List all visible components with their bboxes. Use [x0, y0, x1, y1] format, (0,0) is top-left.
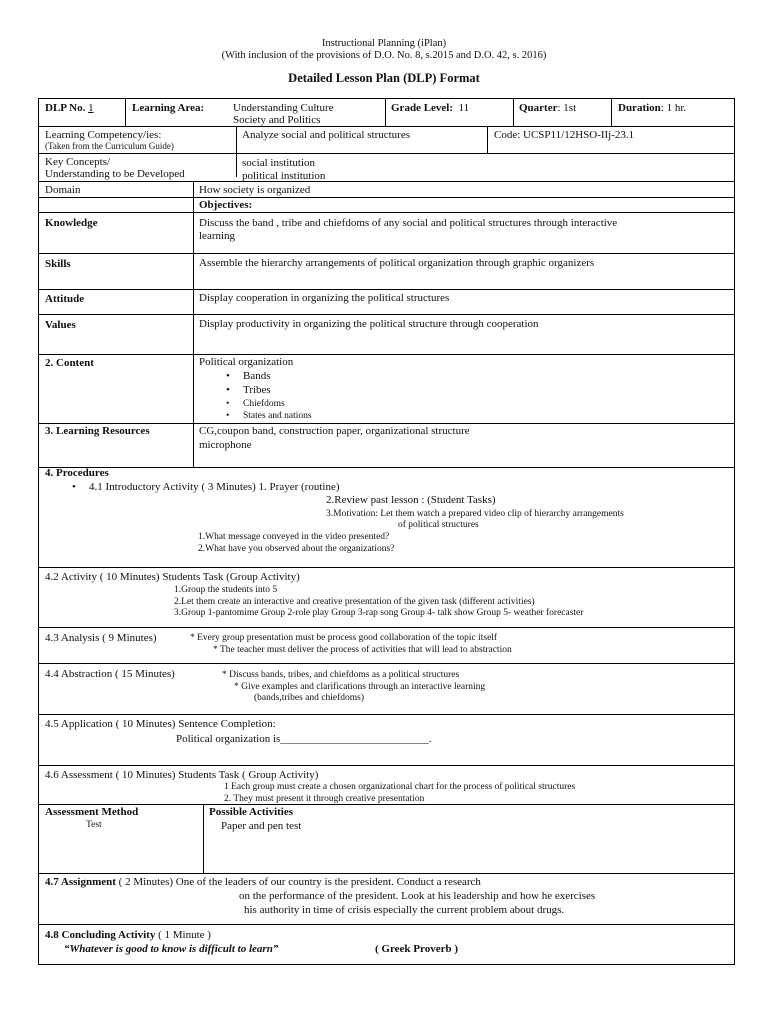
- application-line-1: Political organization is___________________________.: [176, 733, 432, 745]
- competency-value: Analyze social and political structures: [242, 129, 410, 141]
- resources-value-1: CG,coupon band, construction paper, organizational structure: [199, 425, 470, 437]
- abstraction-title: 4.4 Abstraction ( 15 Minutes): [45, 668, 175, 680]
- domain-value: How society is organized: [199, 184, 311, 196]
- skills-label: Skills: [45, 258, 71, 270]
- assignment-line-1: 4.7 Assignment ( 2 Minutes) One of the leaders of our country is the president. Conduct a research: [45, 876, 481, 888]
- domain-label: Domain: [45, 184, 81, 196]
- procedures-label: 4. Procedures: [45, 467, 109, 479]
- possible-activities-label: Possible Activities: [209, 806, 294, 818]
- knowledge-label: Knowledge: [45, 217, 98, 229]
- motivation-1: 3.Motivation: Let them watch a prepared video clip of hierarchy arrangements: [326, 509, 624, 519]
- skills-value: Assemble the hierarchy arrangements of political organization through graphic organizers: [199, 257, 595, 269]
- abstraction-line-1: * Discuss bands, tribes, and chiefdoms as a political structures: [222, 670, 460, 680]
- concepts-value-2: political institution: [242, 170, 326, 182]
- abstraction-line-2: * Give examples and clarifications through an interactive learning: [234, 682, 486, 692]
- content-item: • Chiefdoms: [243, 399, 285, 410]
- intro-activity: • 4.1 Introductory Activity ( 3 Minutes) 1. Prayer (routine): [89, 481, 340, 494]
- competency-label: Learning Competency/ies:: [45, 129, 162, 141]
- objectives-label: Objectives:: [199, 199, 253, 211]
- plan-type: Instructional Planning (iPlan): [321, 38, 447, 49]
- resources-label: 3. Learning Resources: [45, 425, 150, 437]
- content-item: • Tribes: [243, 384, 271, 397]
- attitude-label: Attitude: [45, 293, 85, 305]
- activity-line-2: 2.Let them create an interactive and creative presentation of the given task (different activities): [174, 597, 535, 607]
- review-lesson: 2.Review past lesson : (Student Tasks): [326, 494, 496, 506]
- activity-line-3: 3.Group 1-pantomime Group 2-role play Group 3-rap song Group 4- talk show Group 5- weather forecaster: [174, 608, 584, 618]
- values-value: Display productivity in organizing the political structure through cooperation: [199, 318, 539, 330]
- assessment-method-label: Assessment Method: [45, 806, 139, 818]
- activity-title: 4.2 Activity ( 10 Minutes) Students Task (Group Activity): [45, 571, 300, 583]
- content-item: • Bands: [243, 370, 271, 383]
- assessment-line-2: 2. They must present it through creative presentation: [224, 794, 425, 804]
- concepts-label-2: Understanding to be Developed: [45, 168, 185, 180]
- possible-activities-value: Paper and pen test: [221, 820, 302, 832]
- analysis-title: 4.3 Analysis ( 9 Minutes): [45, 632, 157, 644]
- attitude-value: Display cooperation in organizing the political structures: [199, 292, 450, 304]
- analysis-line-2: * The teacher must deliver the process of activities that will lead to abstraction: [213, 645, 512, 655]
- motivation-2: of political structures: [398, 520, 479, 530]
- learning-area-label: Learning Area:: [132, 102, 205, 114]
- dlp-number: DLP No. 1: [45, 102, 94, 114]
- duration: Duration: 1 hr.: [618, 102, 687, 114]
- concluding-label: 4.8 Concluding Activity ( 1 Minute ): [45, 929, 211, 941]
- learning-area-value-2: Society and Politics: [233, 114, 321, 126]
- content-label: 2. Content: [45, 357, 94, 369]
- concluding-quote: “Whatever is good to know is difficult to learn”: [64, 943, 279, 955]
- assessment-title: 4.6 Assessment ( 10 Minutes) Students Task ( Group Activity): [45, 769, 319, 781]
- values-label: Values: [45, 319, 76, 331]
- content-heading: Political organization: [199, 356, 294, 368]
- assessment-line-1: 1 Each group must create a chosen organizational chart for the process of political structures: [224, 782, 576, 792]
- question-1: 1.What message conveyed in the video presented?: [198, 532, 390, 542]
- content-item: • States and nations: [243, 411, 312, 422]
- question-2: 2.What have you observed about the organizations?: [198, 544, 395, 554]
- assignment-line-2: on the performance of the president. Look at his leadership and how he exercises: [239, 890, 596, 902]
- concluding-source: ( Greek Proverb ): [375, 943, 458, 955]
- document-title: Detailed Lesson Plan (DLP) Format: [288, 71, 480, 85]
- concepts-value-1: social institution: [242, 157, 316, 169]
- knowledge-value-2: learning: [199, 230, 236, 242]
- quarter: Quarter: 1st: [519, 102, 577, 114]
- grade-level: Grade Level: 11: [391, 102, 470, 114]
- assessment-method-value: Test: [86, 820, 102, 830]
- resources-value-2: microphone: [199, 439, 252, 451]
- concepts-label-1: Key Concepts/: [45, 156, 111, 168]
- learning-area-value-1: Understanding Culture: [233, 102, 334, 114]
- competency-code: Code: UCSP11/12HSO-IIj-23.1: [494, 129, 635, 141]
- abstraction-line-3: (bands,tribes and chiefdoms): [254, 693, 365, 703]
- application-title: 4.5 Application ( 10 Minutes) Sentence Completion:: [45, 718, 276, 730]
- plan-provisions: (With inclusion of the provisions of D.O. No. 8, s.2015 and D.O. 42, s. 2016): [221, 50, 547, 61]
- competency-sub: (Taken from the Curriculum Guide): [45, 141, 174, 151]
- assignment-line-3: his authority in time of crisis especially the current problem about drugs.: [244, 904, 565, 916]
- knowledge-value-1: Discuss the band , tribe and chiefdoms of any social and political structures through interactive: [199, 217, 618, 229]
- activity-line-1: 1.Group the students into 5: [174, 585, 278, 595]
- analysis-line-1: * Every group presentation must be process good collaboration of the topic itself: [190, 633, 498, 643]
